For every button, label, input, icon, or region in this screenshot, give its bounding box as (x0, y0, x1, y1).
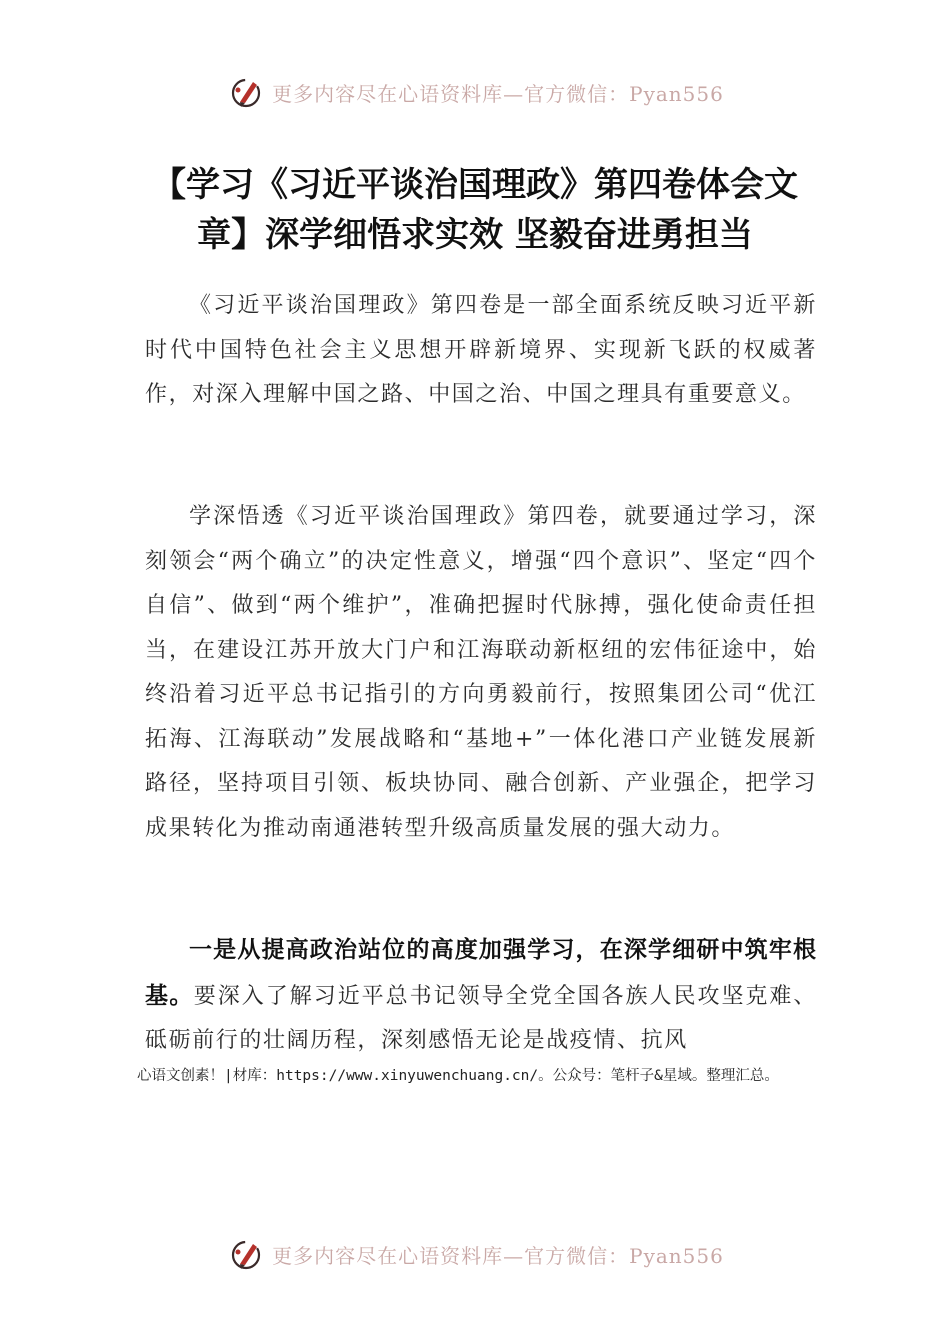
pen-nib-logo-icon (226, 1234, 266, 1274)
document-title: 【学习《习近平谈治国理政》第四卷体会文章】深学细悟求实效 坚毅奋进勇担当 (152, 165, 798, 255)
paragraph-study: 学深悟透《习近平谈治国理政》第四卷，就要通过学习，深刻领会“两个确立”的决定性意义，增强“四个意识”、坚定“四个自信”、做到“两个维护”，准确把握时代脉搏，强化使命责任担当，在建设江苏开放大门户和江海联动新枢纽的宏伟征途中，始终沿着习近平总书记指引的方向勇毅前行，按照集团公司“优江拓海、江海联动”发展战略和“基地+”一体化港口产业链发展新路径，坚持项目引领、板块协同、融合创新、产业强企，把学习成果转化为推动南通港转型升级高质量发展的强大动力。 (145, 504, 817, 841)
header-banner (0, 70, 950, 114)
footer-banner-text: 更多内容尽在心语资料库—官方微信：Pyan556 (272, 1243, 724, 1268)
section-one-body: 要深入了解习近平总书记领导全党全国各族人民攻坚克难、砥砺前行的壮阔历程，深刻感悟无论是战疫情、抗风 (145, 983, 818, 1053)
source-note: 心语文创素！|材库：https://www.xinyuwenchuang.cn/。公众号：笔杆子&星域。整理汇总。 (137, 1068, 779, 1084)
footer-banner (0, 1232, 950, 1276)
paragraph-section-one (145, 928, 817, 1064)
pen-nib-logo-icon (226, 72, 266, 112)
section-one-lead: 一是从提高政治站位的高度加强学习，在深学细研中筑牢根基。 (145, 937, 817, 1009)
paragraph-intro: 《习近平谈治国理政》第四卷是一部全面系统反映习近平新时代中国特色社会主义思想开辟新境界、实现新飞跃的权威著作，对深入理解中国之路、中国之治、中国之理具有重要意义。 (145, 293, 817, 407)
header-banner-text: 更多内容尽在心语资料库—官方微信：Pyan556 (272, 81, 724, 106)
